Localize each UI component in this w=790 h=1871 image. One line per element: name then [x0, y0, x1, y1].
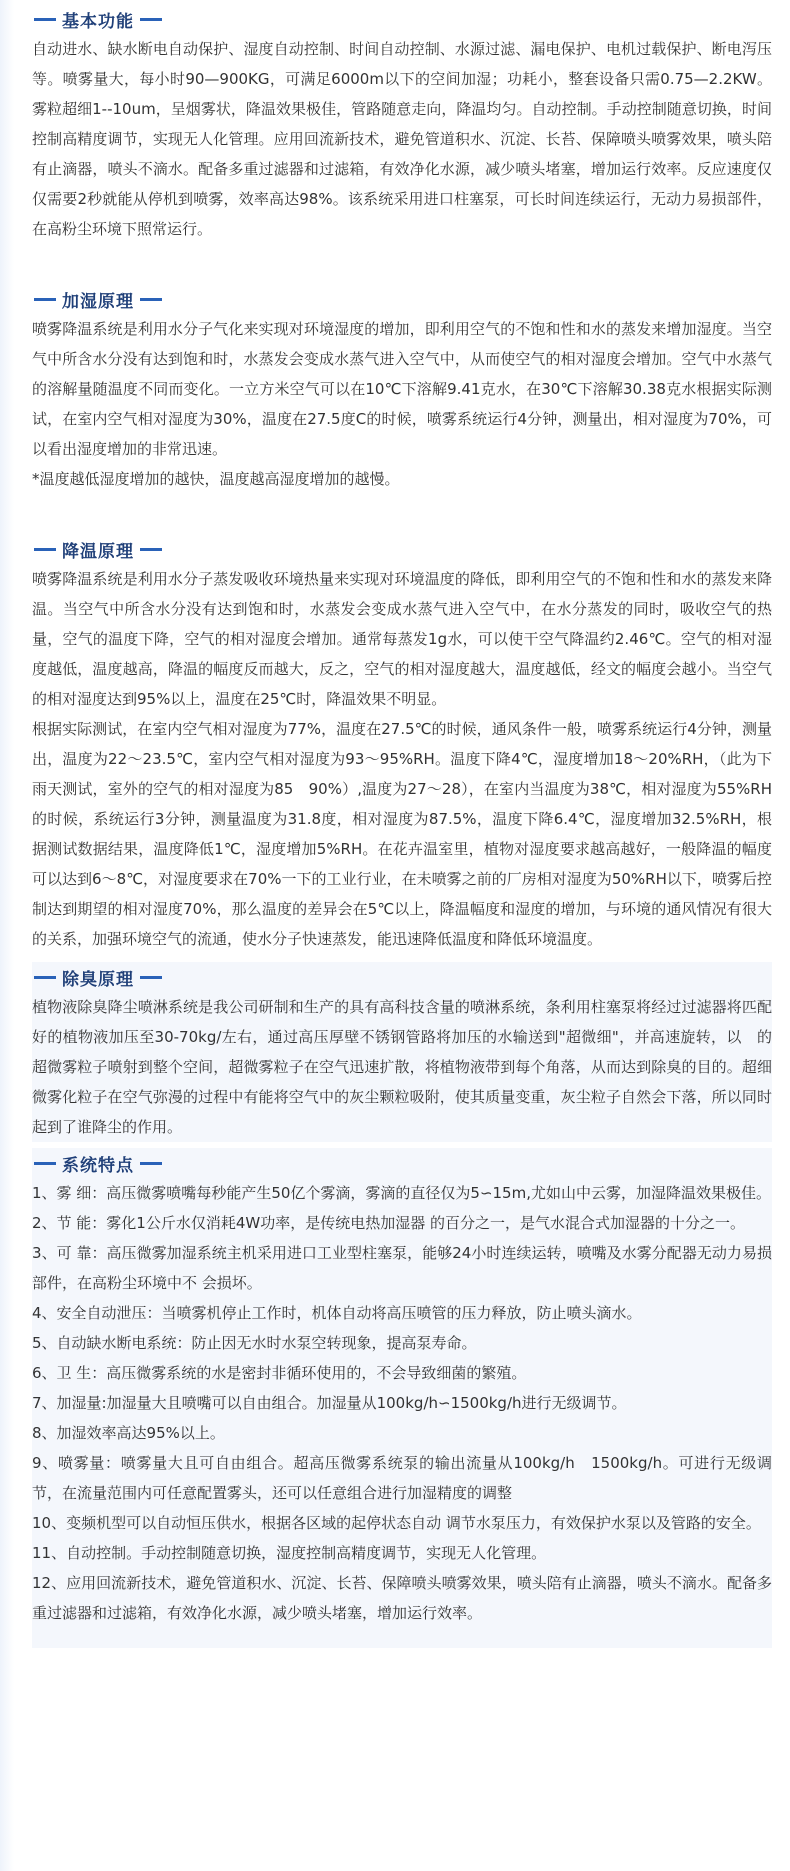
heading-basic-functions: 基本功能	[62, 11, 134, 32]
feature-item-5: 5、自动缺水断电系统：防止因无水时水泵空转现象，提高泵寿命。	[32, 1334, 477, 1352]
humidification-text: 喷雾降温系统是利用水分子气化来实现对环境湿度的增加，即利用空气的不饱和性和水的蒸发来增加湿度。当空气中所含水分没有达到饱和时，水蒸发会变成水蒸气进入空气中，从而使空气的相对湿度会增加。空气中水蒸气的溶解量随温度不同而变化。一立方米空气可以在10℃下溶解9.41克水，在30℃下溶解30.38克水根据实际测试，在室内空气相对湿度为30%，温度在27.5度C的时候，喷雾系统运行4分钟，测量出，相对湿度为70%，可以看出湿度增加的非常迅速。	[32, 320, 772, 458]
feature-item-10: 10、变频机型可以自动恒压供水，根据各区域的起停状态自动 调节水泵压力，有效保护水泵以及管路的安全。	[32, 1514, 761, 1532]
feature-item-9: 9、喷雾量：喷雾量大且可自由组合。超高压微雾系统泵的输出流量从100kg/h 1500kg/h。可进行无级调节，在流量范围内可任意配置雾头，还可以任意组合进行加湿精度的调整	[32, 1454, 772, 1502]
section-heading	[34, 284, 772, 314]
heading-bar-left	[34, 1162, 56, 1165]
heading-bar-left	[34, 548, 56, 551]
feature-item-4: 4、安全自动泄压：当喷雾机停止工作时，机体自动将高压喷管的压力释放，防止喷头滴水。	[32, 1304, 642, 1322]
cooling-test-text: 根据实际测试，在室内空气相对湿度为77%，温度在27.5℃的时候，通风条件一般，喷雾系统运行4分钟，测量出，温度为22～23.5℃，室内空气相对湿度为93～95%RH。温度下降4℃，湿度增加18～20%RH，（此为下雨天测试，室外的空气的相对湿度为85 90%）,温度为27～28），在室内当温度为38℃，相对湿度为55%RH的时候，系统运行3分钟，测量温度为31.8度，相对湿度为87.5%，温度下降6.4℃，湿度增加32.5%RH，根据测试数据结果，温度降低1℃，湿度增加5%RH。在花卉温室里，植物对湿度要求越高越好，一般降温的幅度可以达到6～8℃，对湿度要求在70%一下的工业行业，在未喷雾之前的厂房相对湿度为50%RH以下，喷雾后控制达到期望的相对湿度70%，那么温度的差异会在5℃以上，降温幅度和湿度的增加，与环境的通风情况有很大的关系，加强环境空气的流通，使水分子快速蒸发，能迅速降低温度和降低环境温度。	[32, 720, 772, 948]
heading-bar-right	[140, 18, 162, 21]
heading-cooling-principle: 降温原理	[62, 541, 134, 562]
section-deodorization-principle	[32, 962, 772, 1142]
heading-humidification-principle: 加湿原理	[62, 291, 134, 312]
section-heading	[34, 1148, 772, 1178]
heading-bar-left	[34, 298, 56, 301]
section-heading	[34, 4, 772, 34]
feature-item-2: 2、节 能：雾化1公斤水仅消耗4W功率，是传统电热加湿器 的百分之一，是气水混合式加湿器的十分之一。	[32, 1214, 746, 1232]
section-humidification-principle	[32, 284, 772, 494]
heading-bar-right	[140, 298, 162, 301]
cooling-text: 喷雾降温系统是利用水分子蒸发吸收环境热量来实现对环境温度的降低，即利用空气的不饱和性和水的蒸发来降温。当空气中所含水分没有达到饱和时，水蒸发会变成水蒸气进入空气中，在水分蒸发的同时，吸收空气的热量，空气的温度下降，空气的相对湿度会增加。通常每蒸发1g水，可以使干空气降温约2.46℃。空气的相对湿度越低，温度越高，降温的幅度反而越大，反之，空气的相对湿度越大，温度越低，经文的幅度会越小。当空气的相对湿度达到95%以上，温度在25℃时，降温效果不明显。	[32, 570, 772, 708]
section-cooling-principle	[32, 534, 772, 954]
feature-item-7: 7、加湿量:加湿量大且喷嘴可以自由组合。加湿量从100kg/h∽1500kg/h进行无级调节。	[32, 1394, 627, 1412]
heading-bar-right	[140, 1162, 162, 1165]
feature-item-8: 8、加湿效率高达95%以上。	[32, 1424, 225, 1442]
deodorization-text: 植物液除臭降尘喷淋系统是我公司研制和生产的具有高科技含量的喷淋系统，条利用柱塞泵将经过过滤器将匹配好的植物液加压至30-70kg/左右，通过高压厚壁不锈钢管路将加压的水输送到"超微细"，并高速旋转，以 的超微雾粒子喷射到整个空间，超微雾粒子在空气迅速扩散，将植物液带到每个角落，从而达到除臭的目的。超细微雾化粒子在空气弥漫的过程中有能将空气中的灰尘颗粒吸附，使其质量变重，灰尘粒子自然会下落，所以同时起到了谁降尘的作用。	[32, 998, 772, 1136]
feature-item-1: 1、雾 细：高压微雾喷嘴每秒能产生50亿个雾滴，雾滴的直径仅为5∽15m,尤如山中云雾，加湿降温效果极佳。	[32, 1184, 771, 1202]
section-heading	[34, 534, 772, 564]
humidification-note: *温度越低湿度增加的越快，温度越高湿度增加的越慢。	[32, 470, 400, 488]
heading-system-features: 系统特点	[62, 1155, 134, 1176]
basic-functions-text: 自动进水、缺水断电自动保护、湿度自动控制、时间自动控制、水源过滤、漏电保护、电机过载保护、断电泻压等。喷雾量大，每小时90—900KG，可满足6000m以下的空间加湿；功耗小，整套设备只需0.75—2.2KW。雾粒超细1--10um，呈烟雾状，降温效果极佳，管路随意走向，降温均匀。自动控制。手动控制随意切换，时间控制高精度调节，实现无人化管理。应用回流新技术，避免管道积水、沉淀、长苔、保障喷头喷雾效果，喷头陪有止滴器，喷头不滴水。配备多重过滤器和过滤箱，有效净化水源，减少喷头堵塞，增加运行效率。反应速度仅仅需要2秒就能从停机到喷雾，效率高达98%。该系统采用进口柱塞泵，可长时间连续运行，无动力易损部件，在高粉尘环境下照常运行。	[32, 40, 772, 238]
section-basic-functions	[32, 0, 772, 244]
feature-item-6: 6、卫 生：高压微雾系统的水是密封非循环使用的，不会导致细菌的繁殖。	[32, 1364, 527, 1382]
feature-item-3: 3、可 靠：高压微雾加湿系统主机采用进口工业型柱塞泵，能够24小时连续运转，喷嘴及水雾分配器无动力易损部件，在高粉尘环境中不 会损坏。	[32, 1244, 772, 1292]
heading-bar-left	[34, 976, 56, 979]
feature-item-12: 12、应用回流新技术，避免管道积水、沉淀、长苔、保障喷头喷雾效果，喷头陪有止滴器，喷头不滴水。配备多重过滤器和过滤箱，有效净化水源，减少喷头堵塞，增加运行效率。	[32, 1574, 772, 1622]
heading-bar-left	[34, 18, 56, 21]
heading-bar-right	[140, 548, 162, 551]
heading-bar-right	[140, 976, 162, 979]
feature-item-11: 11、自动控制。手动控制随意切换，湿度控制高精度调节，实现无人化管理。	[32, 1544, 547, 1562]
section-system-features	[32, 1148, 772, 1648]
heading-deodorization-principle: 除臭原理	[62, 969, 134, 990]
section-heading	[34, 962, 772, 992]
